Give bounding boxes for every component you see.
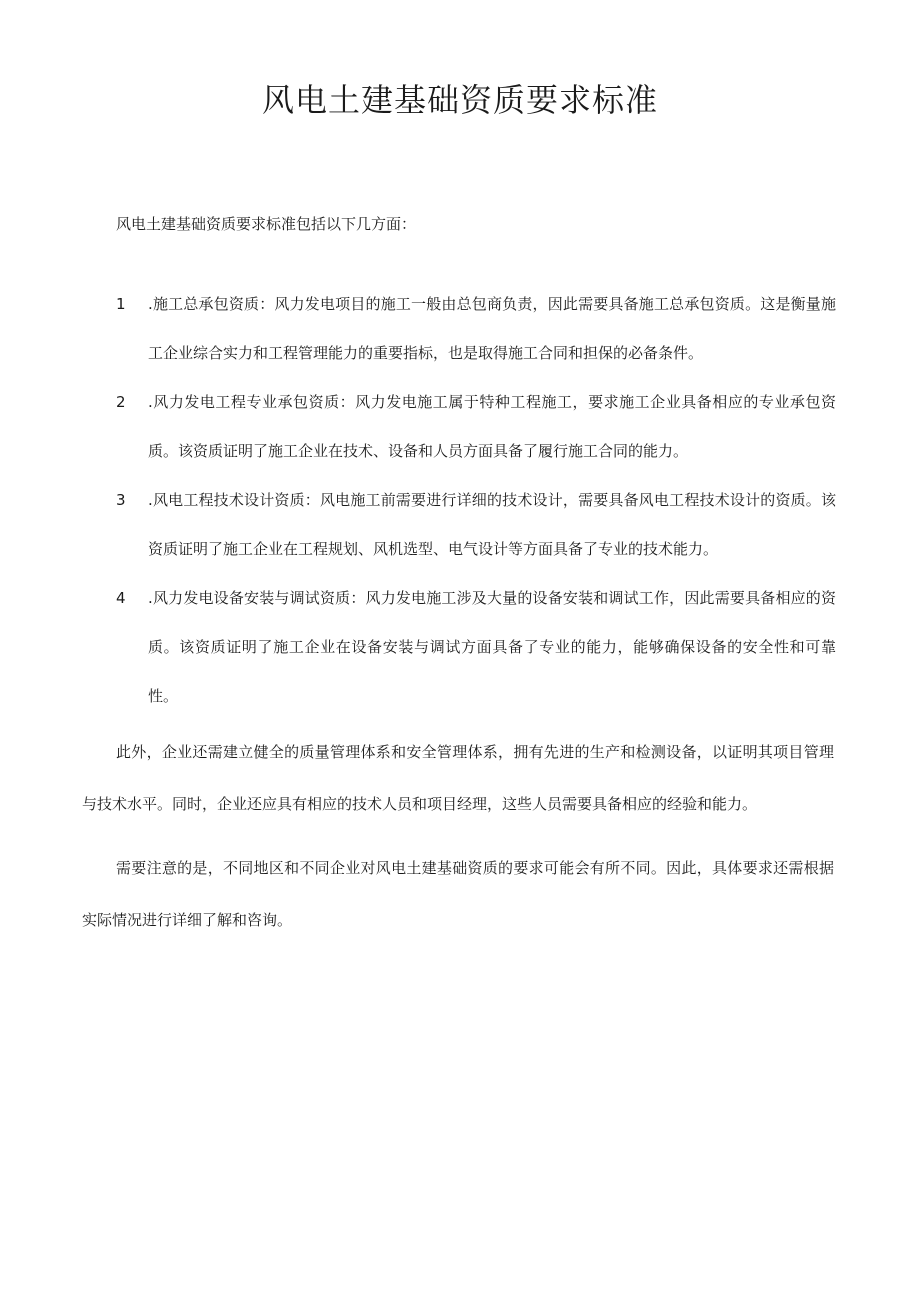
- list-item: [116, 476, 836, 574]
- list-item-number: 3: [116, 491, 126, 509]
- page-title: 风电土建基础资质要求标准: [261, 81, 658, 119]
- body-paragraph: 此外，企业还需建立健全的质量管理体系和安全管理体系，拥有先进的生产和检测设备，以证明其项目管理与技术水平。同时，企业还应具有相应的技术人员和项目经理，这些人员需要具备相应的经验和能力。: [82, 743, 834, 813]
- list-item-text: .风力发电工程专业承包资质：风力发电施工属于特种工程施工，要求施工企业具备相应的专业承包资质。该资质证明了施工企业在技术、设备和人员方面具备了履行施工合同的能力。: [148, 393, 836, 460]
- list-item-number: 1: [116, 295, 126, 313]
- list-item-number: 4: [116, 589, 126, 607]
- list-item-text: .风力发电设备安装与调试资质：风力发电施工涉及大量的设备安装和调试工作，因此需要具备相应的资质。该资质证明了施工企业在设备安装与调试方面具备了专业的能力，能够确保设备的安全性和可靠性。: [148, 589, 836, 705]
- intro-text: 风电土建基础资质要求标准包括以下几方面：: [116, 215, 417, 233]
- body-paragraph: 需要注意的是，不同地区和不同企业对风电土建基础资质的要求可能会有所不同。因此，具体要求还需根据实际情况进行详细了解和咨询。: [82, 859, 834, 929]
- list-item-text: .风电工程技术设计资质：风电施工前需要进行详细的技术设计，需要具备风电工程技术设计的资质。该资质证明了施工企业在工程规划、风机选型、电气设计等方面具备了专业的技术能力。: [148, 491, 836, 558]
- requirements-list: [116, 280, 836, 721]
- list-item: [116, 280, 836, 378]
- list-item-text: .施工总承包资质：风力发电项目的施工一般由总包商负责，因此需要具备施工总承包资质。这是衡量施工企业综合实力和工程管理能力的重要指标，也是取得施工合同和担保的必备条件。: [148, 295, 836, 362]
- list-item: [116, 378, 836, 476]
- list-item-number: 2: [116, 393, 126, 411]
- list-item: [116, 574, 836, 721]
